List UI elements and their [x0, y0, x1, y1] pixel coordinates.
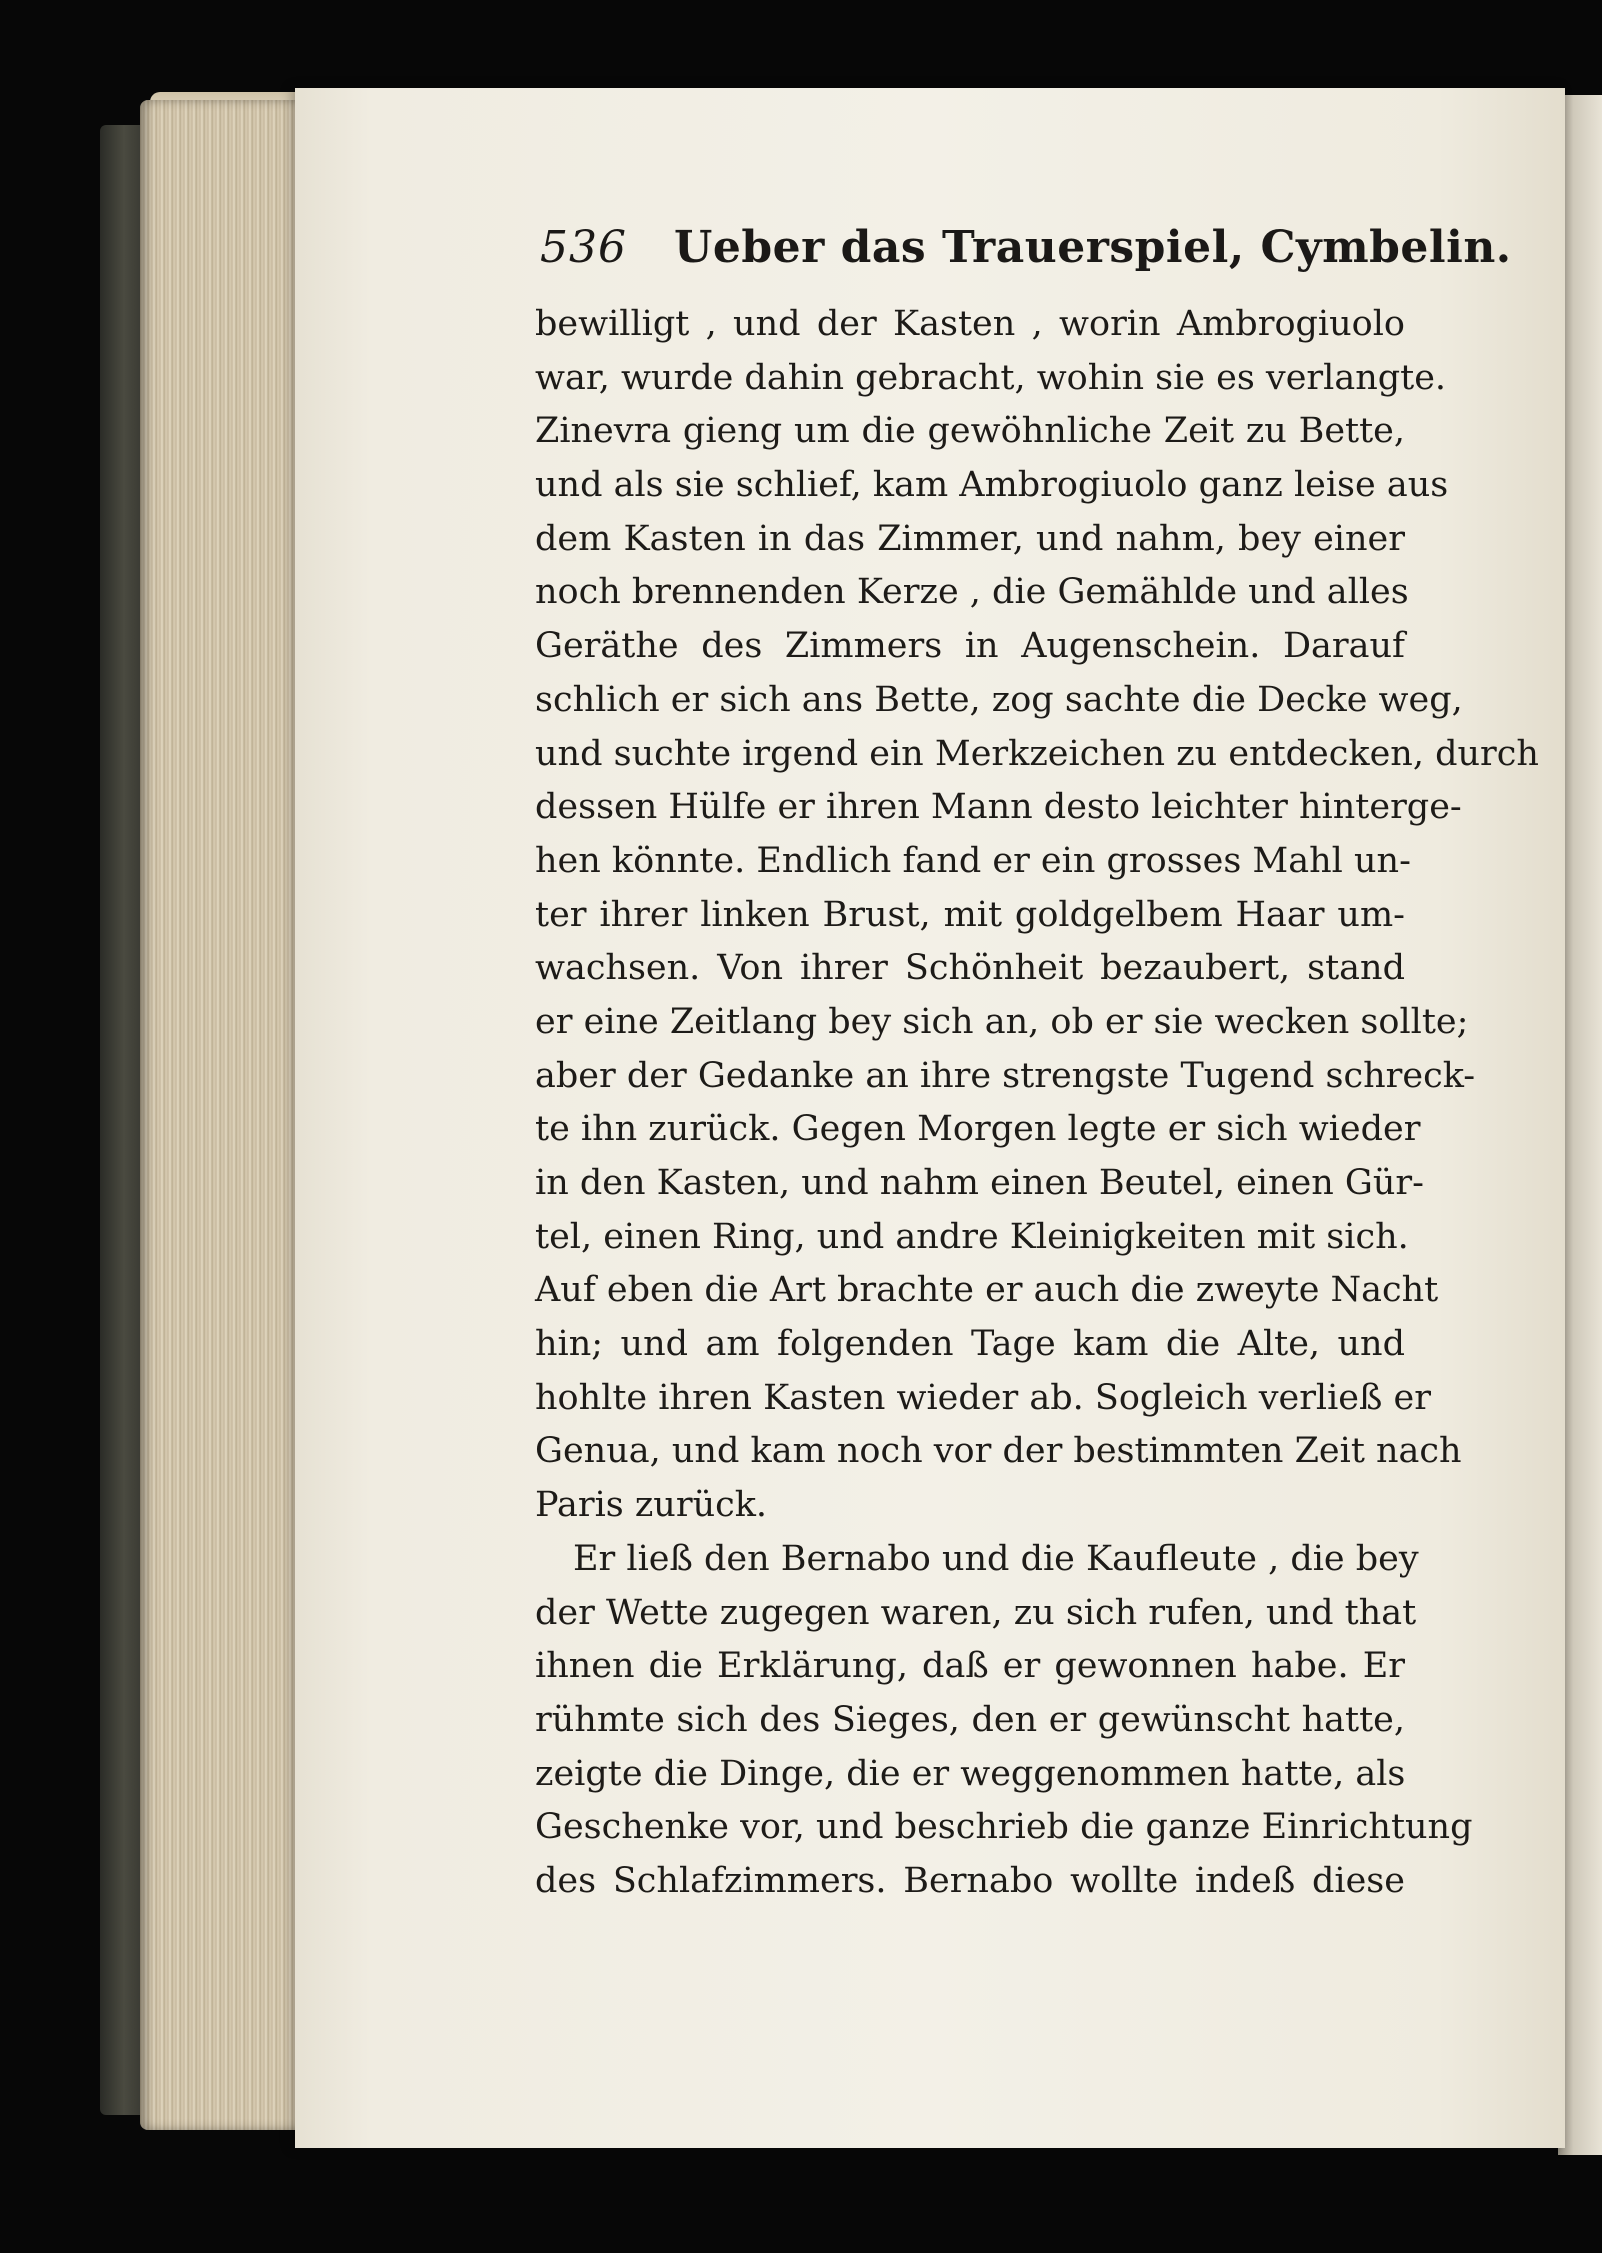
text-line: zeigte die Dinge, die er weggenommen hatte, als: [535, 1753, 1406, 1794]
text-line: ter ihrer linken Brust, mit goldgelbem Haar um-: [535, 894, 1405, 935]
paragraph: [535, 298, 1539, 1533]
text-line: und suchte irgend ein Merkzeichen zu entdecken, durch: [535, 733, 1539, 774]
text-line: ihnen die Erklärung, daß er gewonnen habe. Er: [535, 1646, 1405, 1687]
page-number: 536: [540, 222, 627, 273]
text-line: der Wette zugegen waren, zu sich rufen, und that: [535, 1592, 1417, 1633]
text-line: hen könnte. Endlich fand er ein grosses Mahl un-: [535, 840, 1411, 881]
text-line: schlich er sich ans Bette, zog sachte die Decke weg,: [535, 679, 1463, 720]
text-line: aber der Gedanke an ihre strengste Tugend schreck-: [535, 1055, 1476, 1096]
text-line: Er ließ den Bernabo und die Kaufleute , die bey: [573, 1538, 1419, 1579]
text-line: bewilligt , und der Kasten , worin Ambrogiuolo: [535, 304, 1405, 344]
text-line: er eine Zeitlang bey sich an, ob er sie wecken sollte;: [535, 1001, 1469, 1042]
text-line: und als sie schlief, kam Ambrogiuolo ganz leise aus: [535, 465, 1449, 506]
text-line: tel, einen Ring, und andre Kleinigkeiten mit sich.: [535, 1216, 1409, 1257]
page-stack-edges: [140, 100, 300, 2130]
text-line: Auf eben die Art brachte er auch die zweyte Nacht: [535, 1270, 1439, 1311]
text-line: Genua, und kam noch vor der bestimmten Zeit nach: [535, 1431, 1462, 1472]
page-header: [540, 222, 1512, 282]
text-line: in den Kasten, und nahm einen Beutel, einen Gür-: [535, 1163, 1424, 1203]
running-title: Ueber das Trauerspiel, Cymbelin.: [674, 222, 1512, 273]
text-line: dessen Hülfe er ihren Mann desto leichter hinterge-: [535, 787, 1462, 828]
body-text: [535, 298, 1539, 1909]
text-line: noch brennenden Kerze , die Gemählde und alles: [535, 572, 1409, 613]
text-line: hohlte ihren Kasten wieder ab. Sogleich verließ er: [535, 1377, 1431, 1418]
text-line: des Schlafzimmers. Bernabo wollte indeß diese: [535, 1860, 1405, 1901]
paragraph: [535, 1533, 1473, 1909]
text-line: Geräthe des Zimmers in Augenschein. Darauf: [535, 626, 1405, 667]
text-line: war, wurde dahin gebracht, wohin sie es verlangte.: [535, 357, 1447, 398]
text-line: Paris zurück.: [535, 1485, 768, 1526]
text-line: Geschenke vor, und beschrieb die ganze Einrichtung: [535, 1807, 1473, 1848]
text-line: wachsen. Von ihrer Schönheit bezaubert, stand: [535, 948, 1405, 989]
text-line: Zinevra gieng um die gewöhnliche Zeit zu Bette,: [535, 411, 1405, 452]
text-line: te ihn zurück. Gegen Morgen legte er sich wieder: [535, 1109, 1421, 1150]
text-line: hin; und am folgenden Tage kam die Alte, und: [535, 1324, 1405, 1365]
text-line: dem Kasten in das Zimmer, und nahm, bey einer: [535, 518, 1405, 559]
text-line: rühmte sich des Sieges, den er gewünscht hatte,: [535, 1699, 1405, 1740]
